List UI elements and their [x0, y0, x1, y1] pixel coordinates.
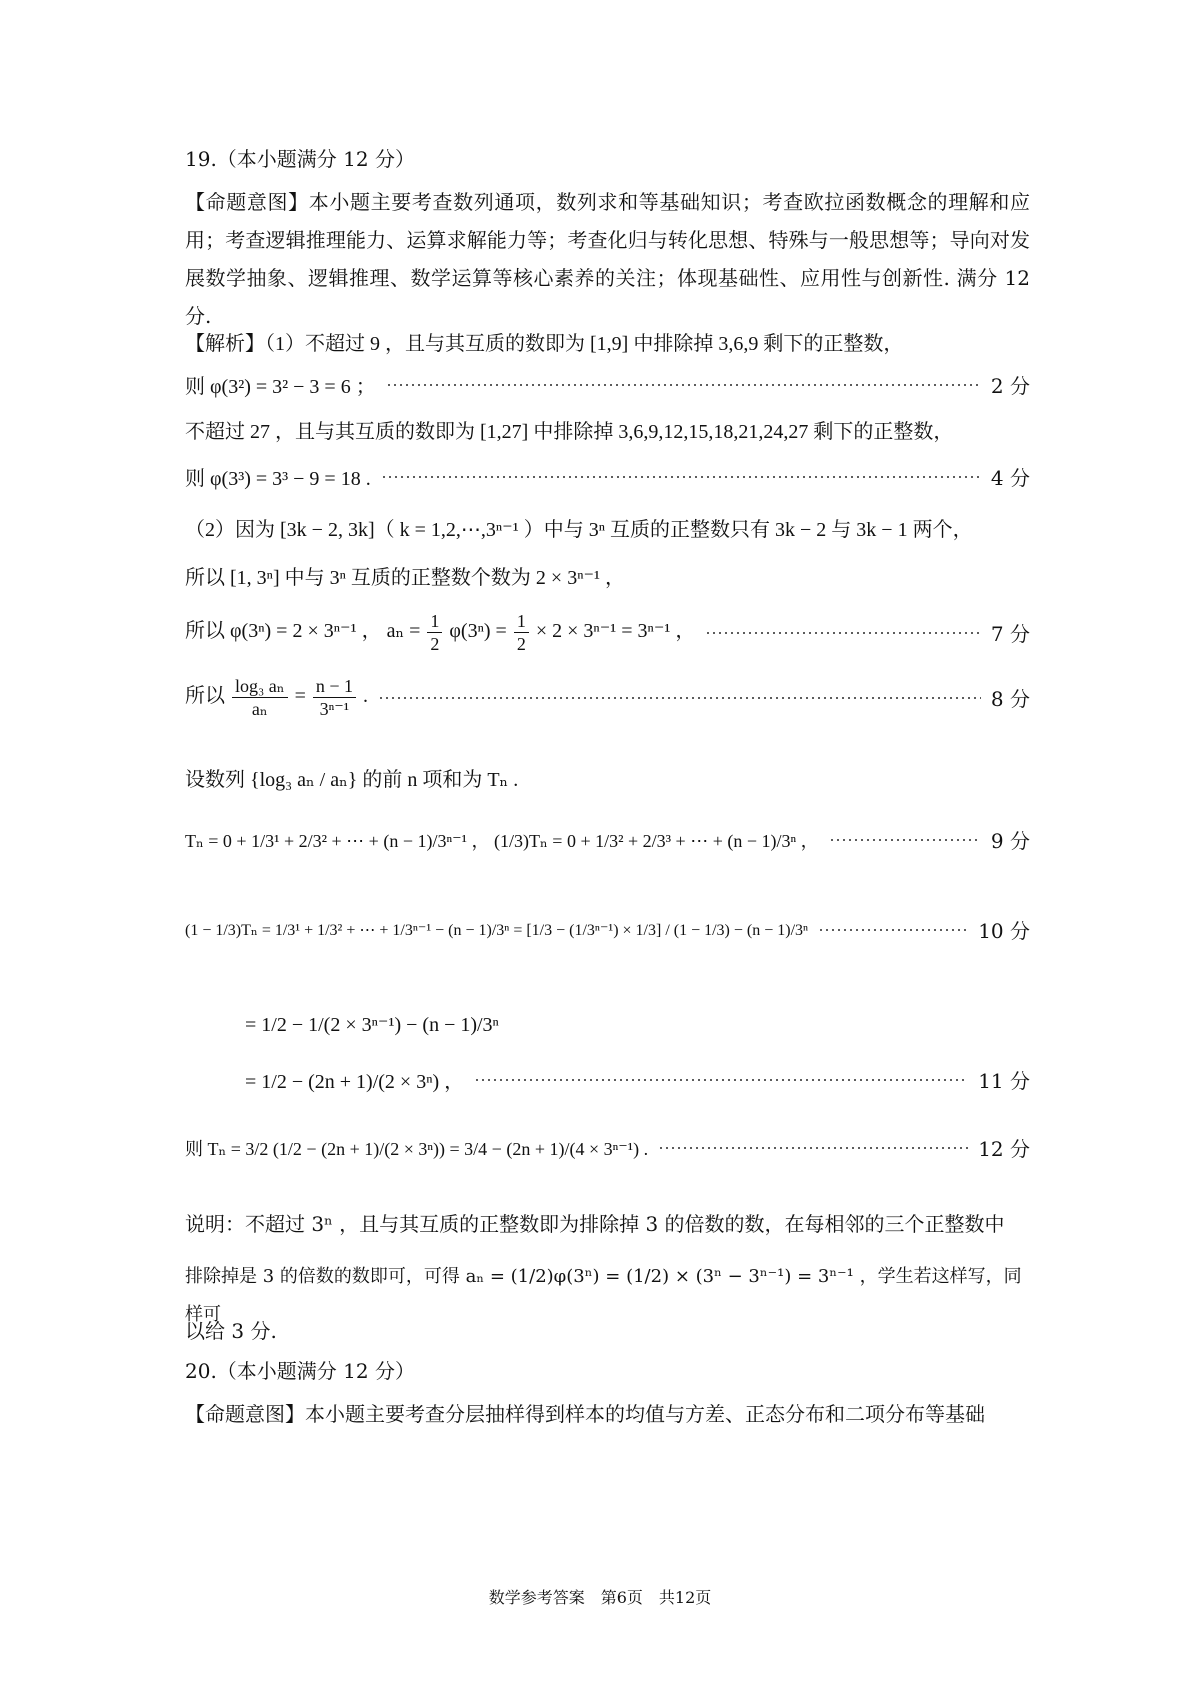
score-2: 2 分	[990, 374, 1030, 398]
log-den: aₙ	[251, 699, 268, 719]
q19-an-line	[185, 610, 1030, 655]
q19-tn-line	[185, 825, 1030, 854]
log-num: log₃ aₙ	[232, 675, 288, 698]
q19-note-1: 说明：不超过 3ⁿ ，且与其互质的正整数即为排除掉 3 的倍数的数，在每相邻的三个正整数中	[185, 1212, 1005, 1236]
line-27-text: 不超过 27 ，且与其互质的数即为 [1,27] 中排除掉 3,6,9,12,15,18,21,24,27 剩下的正整数，	[185, 421, 954, 443]
diff-formula: (1 − 1/3)Tₙ = 1/3¹ + 1/3² + ⋯ + 1/3ⁿ⁻¹ − (n − 1)/3ⁿ = [1/3 − (1/3ⁿ⁻¹) × 1/3] / (1 − 1/3) − (n − 1)/3ⁿ	[185, 921, 809, 939]
q19-note-2: 排除掉是 3 的倍数的数即可，可得 aₙ = (1/2)φ(3ⁿ) = (1/2) × (3ⁿ − 3ⁿ⁻¹) = 3ⁿ⁻¹ ，学生若这样写，同样可	[185, 1266, 1022, 1325]
an-part-a: 所以 φ(3ⁿ) = 2 × 3ⁿ⁻¹ ， aₙ =	[185, 620, 421, 643]
q19-step-1	[245, 1005, 845, 1044]
n-den: 3ⁿ⁻¹	[319, 699, 350, 719]
half-num: 1	[427, 610, 442, 633]
q19-sum-def	[185, 760, 1030, 799]
tn-formula: Tₙ = 0 + 1/3¹ + 2/3² + ⋯ + (n − 1)/3ⁿ⁻¹ ， (1/3)Tₙ = 0 + 1/3² + 2/3³ + ⋯ + (n − 1)/3ⁿ ，	[185, 830, 819, 851]
half-den: 2	[430, 634, 440, 654]
q20-intent: 【命题意图】本小题主要考查分层抽样得到样本的均值与方差、正态分布和二项分布等基础	[185, 1402, 985, 1426]
ratio-lead: 所以	[185, 685, 225, 708]
half-num-2: 1	[514, 610, 529, 633]
score-10: 10 分	[978, 919, 1030, 943]
count-text: 所以 [1, 3ⁿ] 中与 3ⁿ 互质的正整数个数为 2 × 3ⁿ⁻¹ ，	[185, 567, 626, 589]
n-fraction	[313, 675, 356, 720]
an-formula	[185, 610, 695, 655]
q19-part2-line	[185, 510, 1030, 549]
q19-count-line	[185, 558, 1030, 597]
log-fraction	[232, 675, 288, 720]
score-8: 8 分	[990, 687, 1030, 711]
q19-line-phi27	[185, 462, 1030, 491]
q19-intent: 【命题意图】本小题主要考查数列通项，数列求和等基础知识；考查欧拉函数概念的理解和应用；考查逻辑推理能力、运算求解能力等；考查化归与转化思想、特殊与一般思想等；导向对发展数学抽象、逻辑推理、数学运算等核心素养的关注；体现基础性、应用性与创新性. 满分 12 分.	[185, 190, 1030, 328]
phi27-formula: 则 φ(3³) = 3³ − 9 = 18 .	[185, 468, 371, 490]
half-den-2: 2	[516, 634, 526, 654]
q20-header: 20.（本小题满分 12 分）	[185, 1359, 415, 1383]
leader-dots	[381, 476, 981, 478]
q19-part1-line	[185, 324, 1030, 363]
q19-note-3: 以给 3 分.	[185, 1319, 277, 1343]
an-part-c: × 2 × 3ⁿ⁻¹ = 3ⁿ⁻¹ ，	[535, 620, 696, 643]
score-9: 9 分	[990, 829, 1030, 853]
leader-dots	[378, 697, 981, 699]
page-footer: 数学参考答案 第6页 共12页	[488, 1588, 712, 1607]
leader-dots	[818, 929, 968, 931]
sum-def-text: 设数列 {log₃ aₙ / aₙ} 的前 n 项和为 Tₙ .	[185, 769, 519, 791]
q19-diff-line	[185, 915, 1030, 944]
leader-dots	[386, 384, 981, 386]
q19-header: 19.（本小题满分 12 分）	[185, 147, 415, 171]
leader-dots	[658, 1147, 968, 1149]
q19-final-line	[185, 1133, 1030, 1162]
q19-ratio-line	[185, 675, 1030, 720]
score-11: 11 分	[978, 1069, 1030, 1093]
half-fraction-2	[514, 610, 529, 655]
phi9-formula: 则 φ(3²) = 3² − 3 = 6 ；	[185, 376, 376, 398]
n-num: n − 1	[313, 675, 356, 698]
leader-dots	[829, 839, 981, 841]
final-formula: 则 Tₙ = 3/2 (1/2 − (2n + 1)/(2 × 3ⁿ)) = 3/4 − (2n + 1)/(4 × 3ⁿ⁻¹) .	[185, 1138, 649, 1159]
half-fraction	[427, 610, 442, 655]
ratio-formula: 所以 $\frac{\text{log₃ aₙ}}{\text{aₙ}}$ = $\frac{n - 1}{\text{3ⁿ⁻¹}}$ .	[185, 676, 368, 719]
q19-step-2	[245, 1065, 1030, 1094]
part2-text: （2）因为 [3k − 2, 3k]（ k = 1,2,⋯,3ⁿ⁻¹ ）中与 3ⁿ 互质的正整数只有 3k − 2 与 3k − 1 两个，	[185, 519, 973, 541]
score-12: 12 分	[978, 1137, 1030, 1161]
q19-line-27	[185, 412, 1030, 451]
leader-dots	[474, 1079, 968, 1081]
step-2-formula: = 1/2 − (2n + 1)/(2 × 3ⁿ) ，	[245, 1071, 465, 1093]
q19-p1-text: 【解析】（1）不超过 9 ，且与其互质的数即为 [1,9] 中排除掉 3,6,9 剩下的正整数，	[185, 333, 904, 355]
step-1-formula: = 1/2 − 1/(2 × 3ⁿ⁻¹) − (n − 1)/3ⁿ	[245, 1014, 499, 1036]
score-4: 4 分	[990, 466, 1030, 490]
leader-dots	[705, 632, 981, 634]
an-part-b: φ(3ⁿ) =	[449, 620, 507, 643]
score-7: 7 分	[990, 622, 1030, 646]
q19-line-phi9	[185, 370, 1030, 399]
